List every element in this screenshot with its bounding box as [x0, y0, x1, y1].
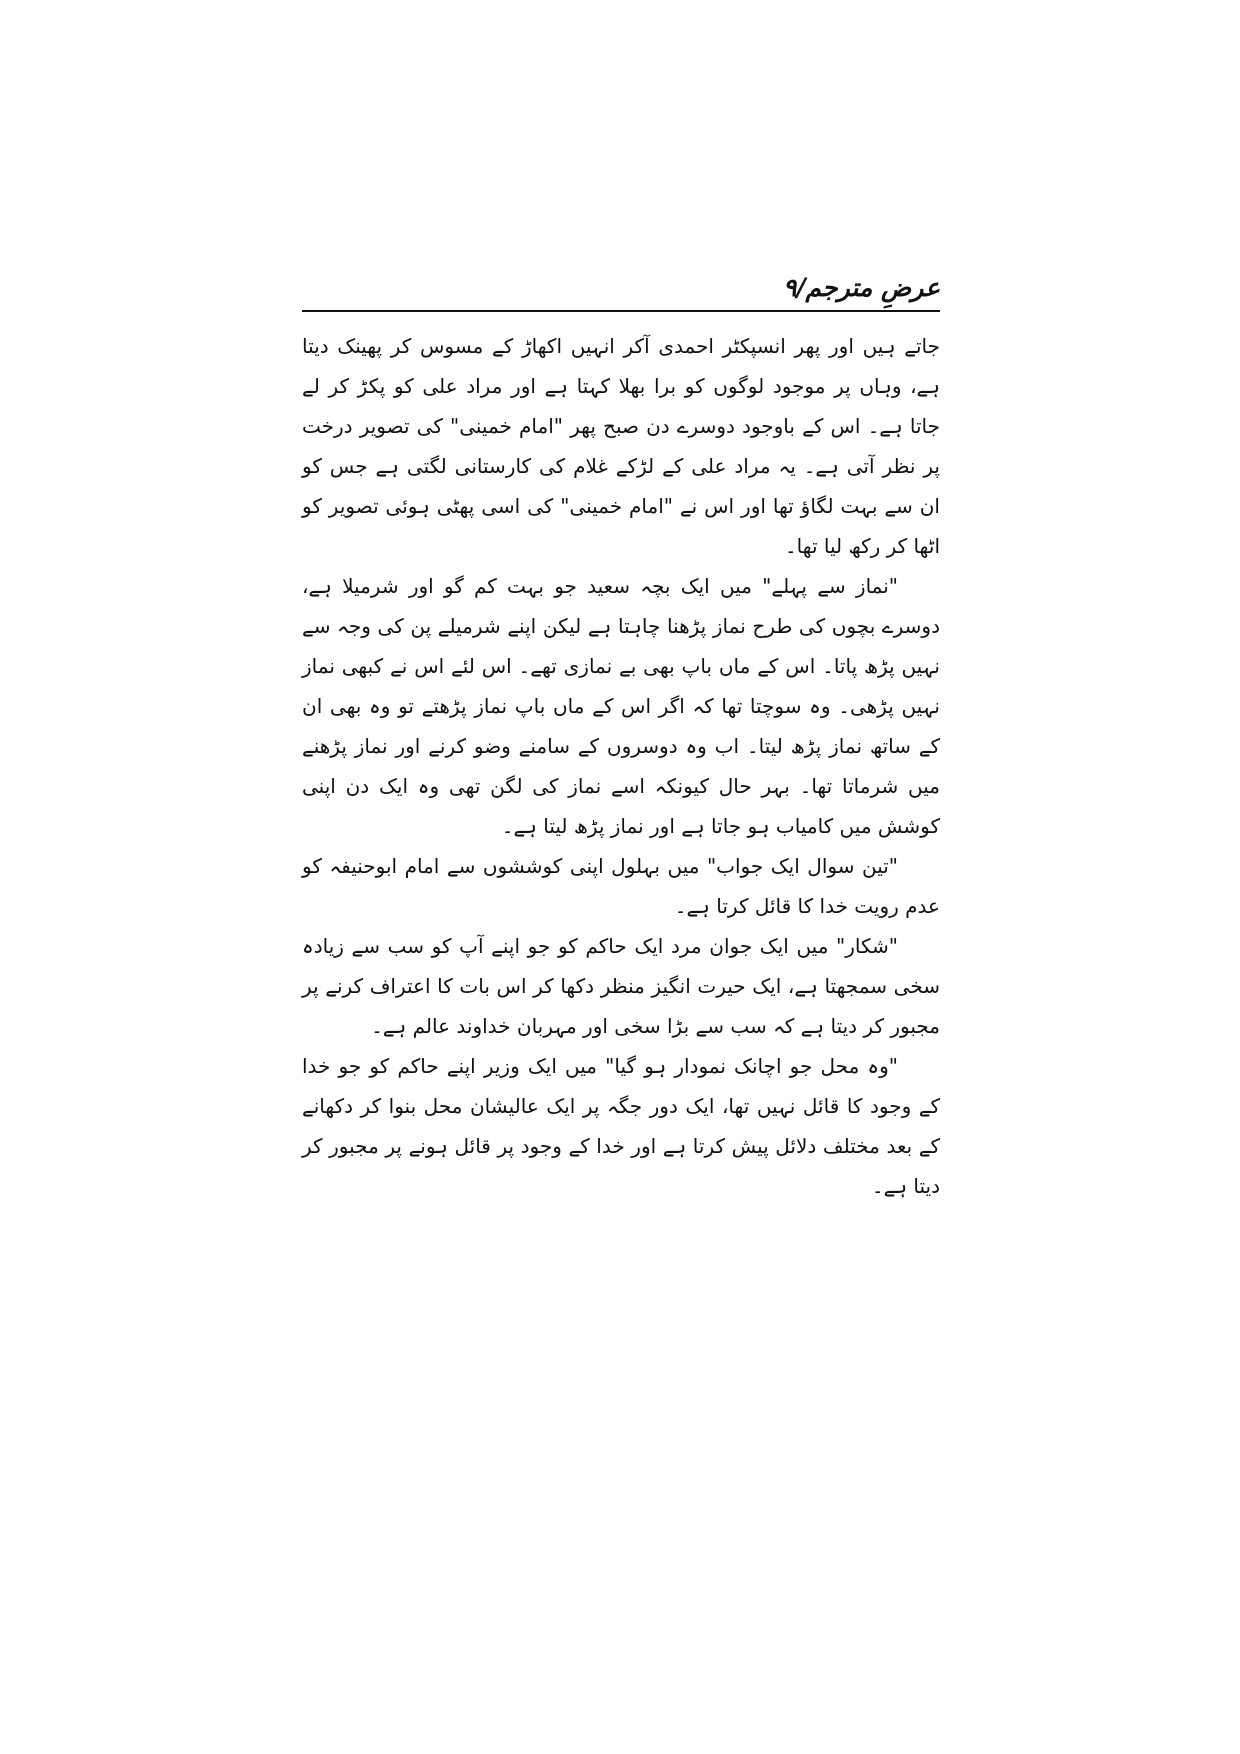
paragraph-1: جاتے ہیں اور پھر انسپکٹر احمدی آکر انہیں اکھاڑ کے مسوس کر پھینک دیتا ہے، وہاں پر موجود لوگوں کو برا بھلا کہتا ہے اور مراد علی کو پکڑ کر لے جاتا ہے۔ اس کے باوجود دوسرے دن صبح پھر "امام خمینی" کی تصویر درخت پر نظر آتی ہے۔ یہ مراد علی کے لڑکے غلام کی کارستانی لگتی ہے جس کو ان سے بہت لگاؤ تھا اور اس نے "امام خمینی" کی اسی پھٹی ہوئی تصویر کو اٹھا کر رکھ لیا تھا۔	[302, 334, 940, 558]
paragraph-4: "شکار" میں ایک جوان مرد ایک حاکم کو جو اپنے آپ کو سب سے زیادہ سخی سمجھتا ہے، ایک حیرت انگیز منظر دکھا کر اس بات کا اعتراف کرنے پر مجبور کر دیتا ہے کہ سب سے بڑا سخی اور مہربان خداوند عالم ہے۔	[302, 934, 940, 1038]
paragraph-2: "نماز سے پہلے" میں ایک بچہ سعید جو بہت کم گو اور شرمیلا ہے، دوسرے بچوں کی طرح نماز پڑھنا چاہتا ہے لیکن اپنے شرمیلے پن کی وجہ سے نہیں پڑھ پاتا۔ اس کے ماں باپ بھی بے نمازی تھے۔ اس لئے اس نے کبھی نماز نہیں پڑھی۔ وہ سوچتا تھا کہ اگر اس کے ماں باپ نماز پڑھتے تو وہ بھی ان کے ساتھ نماز پڑھ لیتا۔ اب وہ دوسروں کے سامنے وضو کرنے اور نماز پڑھنے میں شرماتا تھا۔ بہر حال کیونکہ اسے نماز کی لگن تھی وہ ایک دن اپنی کوشش میں کامیاب ہو جاتا ہے اور نماز پڑھ لیتا ہے۔	[302, 574, 940, 838]
body-text	[302, 326, 940, 1206]
paragraph-3: "تین سوال ایک جواب" میں بہلول اپنی کوششوں سے امام ابوحنیفہ کو عدم رویت خدا کا قائل کرتا ہے۔	[302, 854, 940, 918]
header-rule	[302, 310, 940, 312]
paragraph-5: "وہ محل جو اچانک نمودار ہو گیا" میں ایک وزیر اپنے حاکم کو جو خدا کے وجود کا قائل نہیں تھا، ایک دور جگہ پر ایک عالیشان محل بنوا کر دکھانے کے بعد مختلف دلائل پیش کرتا ہے اور خدا کے وجود پر قائل ہونے پر مجبور کر دیتا ہے۔	[302, 1054, 940, 1198]
running-head-text: عرضِ مترجم/۹	[782, 273, 940, 302]
